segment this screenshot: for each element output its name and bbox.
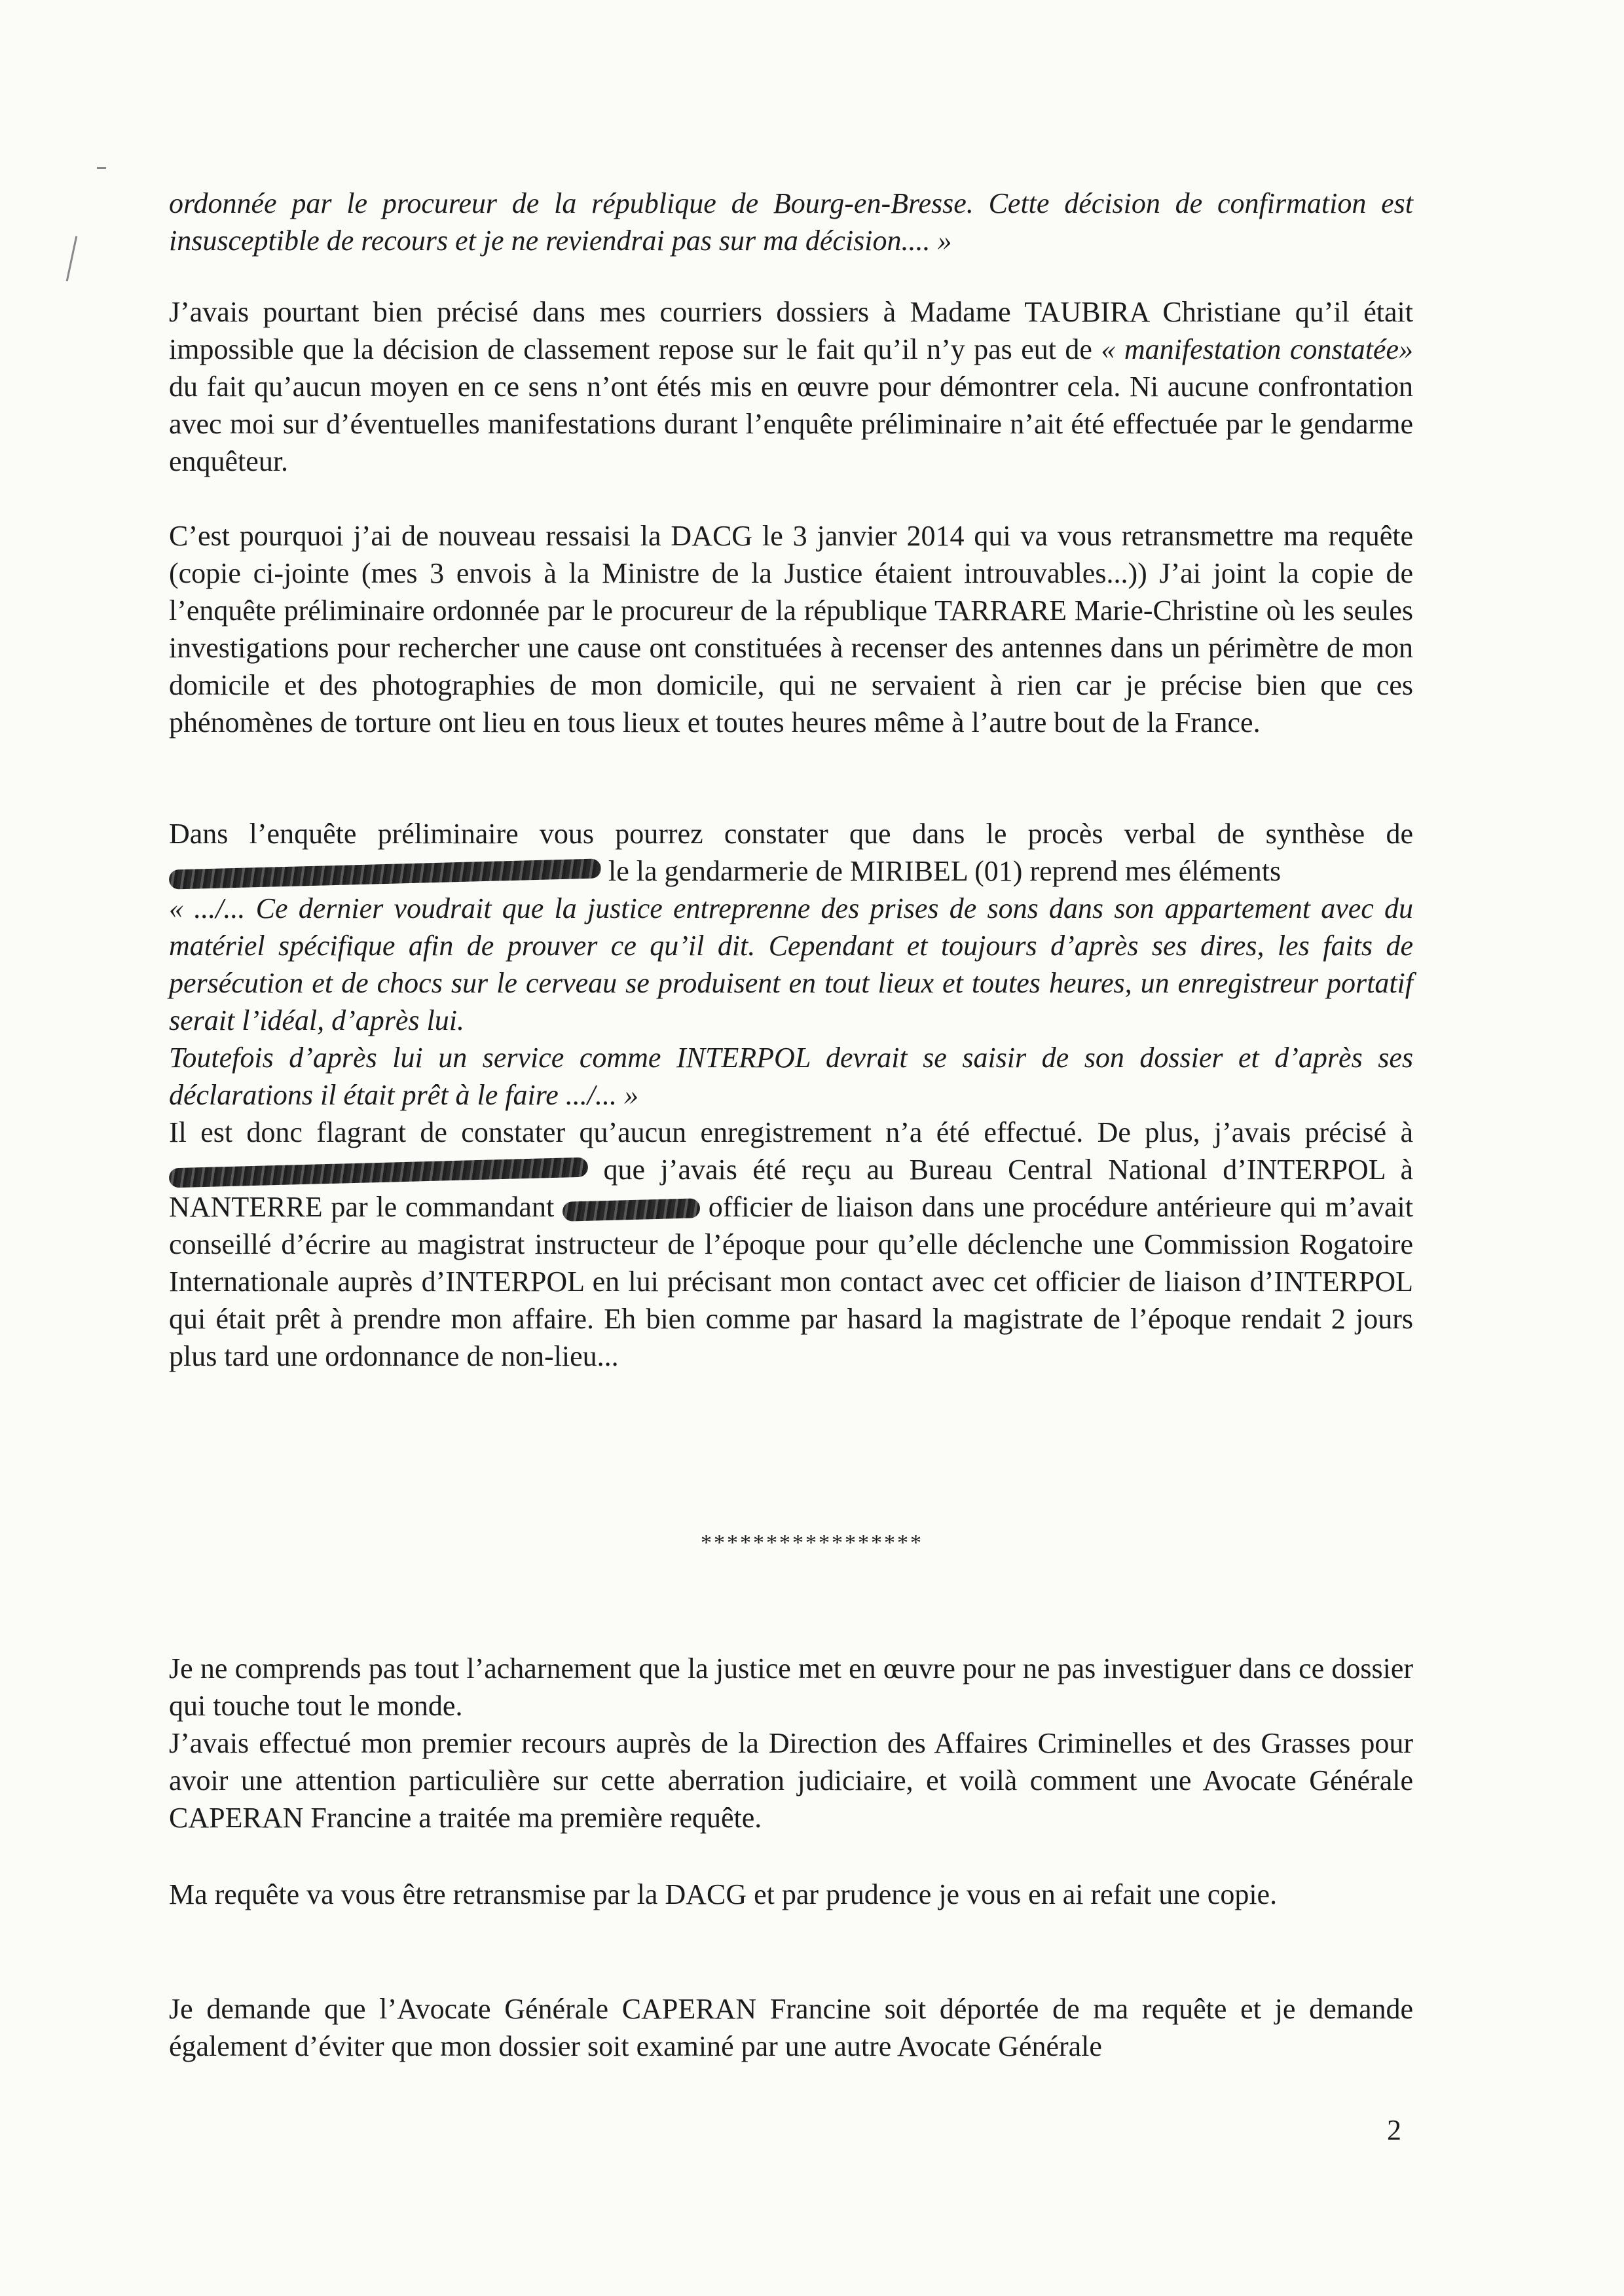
paragraph-dacg xyxy=(169,517,1413,741)
page-number: 2 xyxy=(1387,2114,1401,2146)
italic-run: « manifestation constatée» xyxy=(1101,333,1413,365)
text-run: J’avais effectué mon premier recours auprès de la Direction des Affaires Criminelles et des Grasses pour avoir une attention particulière sur cette aberration judiciaire, et voilà comment une Avocate Générale CAPERAN Francine a traitée ma première requête. xyxy=(169,1727,1413,1834)
redaction-scribble xyxy=(169,1157,589,1188)
paragraph-retransmise xyxy=(169,1876,1413,1913)
paragraph-enquete xyxy=(169,815,1413,1375)
scan-mark xyxy=(97,167,106,169)
text-run: Il est donc flagrant de constater qu’aucun enregistrement n’a été effectué. De plus, j’avais précisé à xyxy=(169,1116,1413,1148)
paragraph-demande xyxy=(169,1990,1413,2065)
paragraph-taubira xyxy=(169,293,1413,480)
text-run: C’est pourquoi j’ai de nouveau ressaisi la DACG le 3 janvier 2014 qui va vous retransmettre ma requête (copie ci-jointe (mes 3 envois à la Ministre de la Justice étaient introuvables...)) J’ai joint la copie de l’enquête préliminaire ordonnée par le procureur de la république TARRARE Marie-Christine où les seules investigations pour rechercher une cause ont constituées à recenser des antennes dans un périmètre de mon domicile et des photographies de mon domicile, qui ne servaient à rien car je précise bien que ces phénomènes de torture ont lieu en tous lieux et toutes heures même à l’autre bout de la France. xyxy=(169,520,1413,738)
text-run: du fait qu’aucun moyen en ce sens n’ont étés mis en œuvre pour démontrer cela. Ni aucune confrontation avec moi sur d’éventuelles manifestations durant l’enquête préliminaire n’ait été effectuée par le gendarme enquêteur. xyxy=(169,371,1413,477)
paragraph-acharnement xyxy=(169,1650,1413,1836)
redaction-scribble xyxy=(169,858,602,889)
text-run: Je ne comprends pas tout l’acharnement que la justice met en œuvre pour ne pas investiguer dans ce dossier qui touche tout le monde. xyxy=(169,1652,1413,1722)
paragraph-decision-quote xyxy=(169,185,1413,259)
redaction-scribble xyxy=(563,1198,701,1221)
text-run: que j’avais été reçu au Bureau Central National d’INTERPOL à NANTERRE par le commandant xyxy=(169,1154,1413,1223)
text-run: Dans l’enquête préliminaire vous pourrez constater que dans le procès verbal de synthèse de xyxy=(169,818,1413,850)
scan-mark xyxy=(66,236,77,281)
text-run: officier de liaison dans une procédure antérieure qui m’avait conseillé d’écrire au magistrat instructeur de l’époque pour qu’elle déclenche une Commission Rogatoire Internationale auprès d’INTERPOL en lui précisant mon contact avec cet officier de liaison d’INTERPOL qui était prêt à prendre mon affaire. Eh bien comme par hasard la magistrate de l’époque rendait 2 jours plus tard une ordonnance de non-lieu... xyxy=(169,1191,1413,1372)
text-run: Ma requête va vous être retransmise par la DACG et par prudence je vous en ai refait une copie. xyxy=(169,1878,1278,1910)
quote-text: « .../... Ce dernier voudrait que la justice entreprenne des prises de sons dans son appartement avec du matériel spécifique afin de prouver ce qu’il dit. Cependant et toujours d’après ses dires, les faits de persécution et de chocs sur le cerveau se produisent en tout lieux et toutes heures, un enregistreur portatif serait l’idéal, d’après lui. xyxy=(169,892,1413,1036)
quote-text: Toutefois d’après lui un service comme INTERPOL devrait se saisir de son dossier et d’après ses déclarations il était prêt à le faire .../... » xyxy=(169,1042,1413,1111)
text-run: Je demande que l’Avocate Générale CAPERAN Francine soit déportée de ma requête et je demande également d’éviter que mon dossier soit examiné par une autre Avocate Générale xyxy=(169,1993,1413,2062)
quote-text: ordonnée par le procureur de la république de Bourg-en-Bresse. Cette décision de confirmation est insusceptible de recours et je ne reviendrai pas sur ma décision.... » xyxy=(169,187,1413,257)
separator-stars: ***************** xyxy=(701,1531,923,1555)
text-run: le la gendarmerie de MIRIBEL (01) reprend mes éléments xyxy=(608,855,1282,887)
text-run: J’avais pourtant bien précisé dans mes courriers dossiers à Madame TAUBIRA Christiane qu’il était impossible que la décision de classement repose sur le fait qu’il n’y pas eut de xyxy=(169,296,1413,365)
